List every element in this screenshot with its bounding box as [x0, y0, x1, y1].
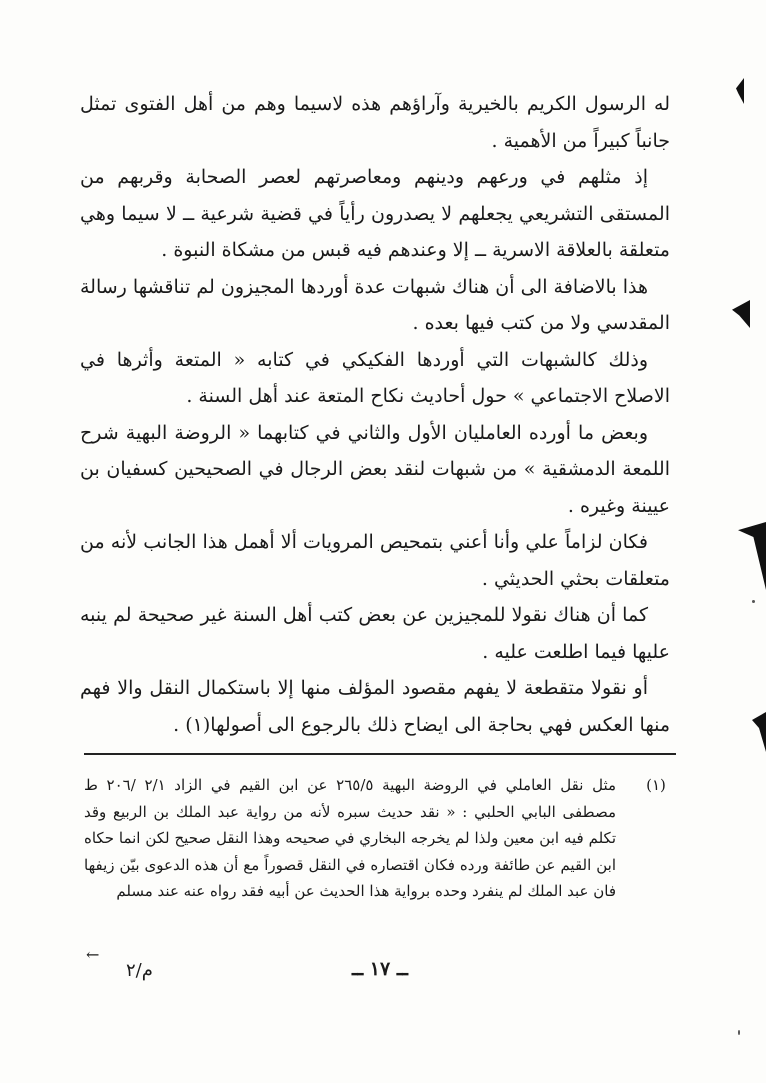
paragraph: هذا بالاضافة الى أن هناك شبهات عدة أوردها المجيزون لم تناقشها رسالة المقدسي ولا من كتب فيها بعده .: [80, 275, 670, 334]
paper-speck: [738, 1030, 740, 1035]
footnote-separator: [84, 753, 676, 755]
paragraph: أو نقولا متقطعة لا يفهم مقصود المؤلف منها إلا باستكمال النقل والا فهم منها العكس فهي بحاجة الى ايضاح ذلك بالرجوع الى أصولها(١) .: [80, 677, 670, 736]
signature-mark: م/٢: [126, 960, 153, 981]
paragraph: وذلك كالشبهات التي أوردها الفكيكي في كتابه « المتعة وأثرها في الاصلاح الاجتماعي » حول أحاديث نكاح المتعة عند أهل السنة .: [80, 348, 670, 407]
margin-ink-mark: [752, 712, 766, 752]
footnote: [84, 772, 676, 905]
arrow-left-icon: ←: [86, 945, 100, 964]
page-number: ــ ١٧ ــ: [352, 958, 408, 980]
paragraph: فكان لزاماً علي وأنا أعني بتمحيص المرويات ألا أهمل هذا الجانب لأنه من متعلقات بحثي الحديثي .: [80, 531, 670, 590]
margin-ink-mark: [736, 78, 744, 104]
paper-speck: [752, 600, 755, 603]
paragraph: وبعض ما أورده العامليان الأول والثاني في كتابهما « الروضة البهية شرح اللمعة الدمشقية » من شبهات لنقد بعض الرجال في الصحيحين كسفيان بن عيينة وغيره .: [80, 421, 670, 517]
margin-ink-mark: [738, 522, 766, 590]
paragraph: له الرسول الكريم بالخيرية وآراؤهم هذه لاسيما وهم من أهل الفتوى تمثل جانباً كبيراً من الأهمية .: [80, 93, 670, 152]
paragraph: كما أن هناك نقولا للمجيزين عن بعض كتب أهل السنة غير صحيحة لم ينبه عليها فيما اطلعت عليه .: [80, 604, 670, 663]
footnote-number: (١): [646, 776, 666, 794]
margin-ink-mark: [732, 300, 750, 328]
footnote-text: مثل نقل العاملي في الروضة البهية ٢٦٥/٥ عن ابن القيم في الزاد ٢/١ /٢٠٦ ط مصطفى البابي الحلبي : « نقد حديث سبره لأنه من رواية عبد الملك بن الربيع وقد تكلم فيه ابن معين ولذا لم يخرجه البخاري في صحيحه وهذا النقل صحيح لكن انما حكاه ابن القيم عن طائفة ورده فكان اقتصاره في النقل قصوراً مع أن هذه الدعوى بيّن زيفها فان عبد الملك لم ينفرد وحده برواية هذا الحديث عن أبيه فقد رواه عنه عند مسلم: [84, 776, 617, 900]
paragraph: إذ مثلهم في ورعهم ودينهم ومعاصرتهم لعصر الصحابة وقربهم من المستقى التشريعي يجعلهم لا يصدرون رأياً في قضية شرعية ــ لا سيما وهي متعلقة بالعلاقة الاسرية ــ إلا وعندهم فيه قبس من مشكاة النبوة .: [80, 166, 670, 261]
main-text-body: [80, 86, 670, 743]
